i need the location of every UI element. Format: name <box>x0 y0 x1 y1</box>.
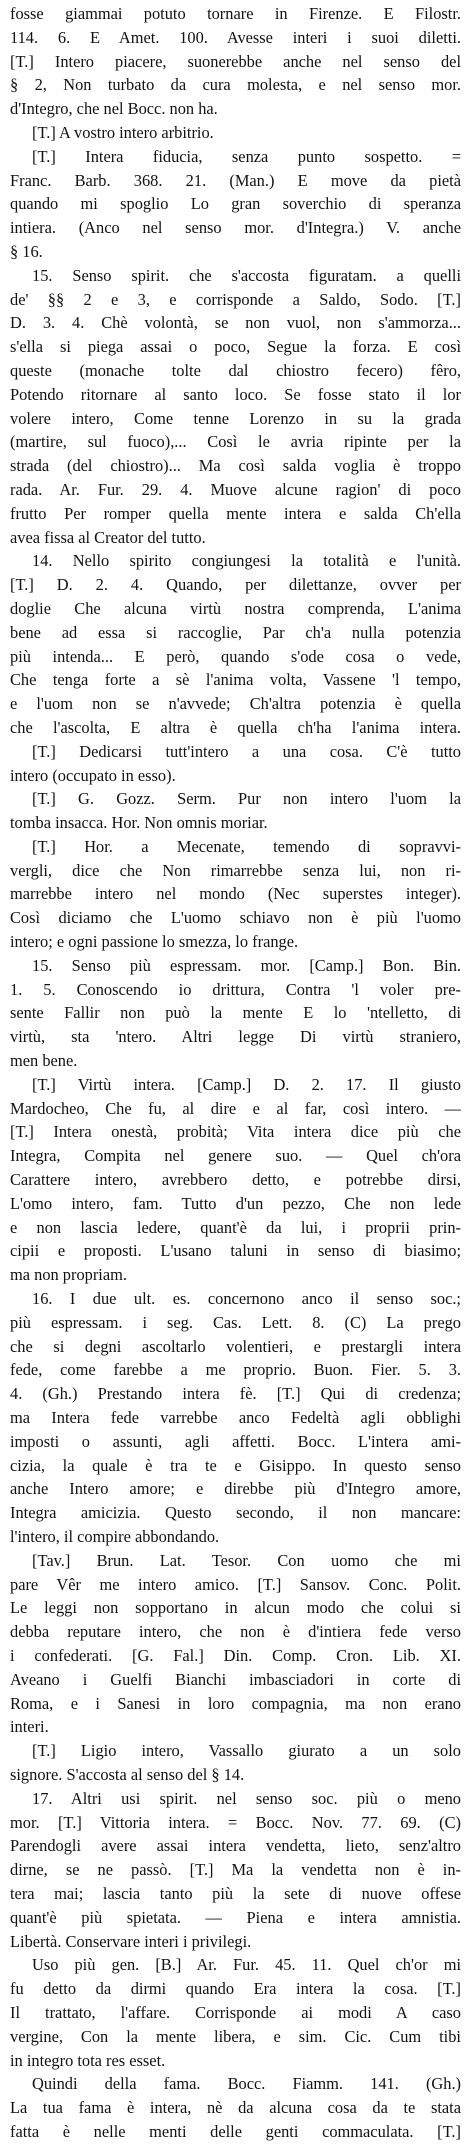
text-line: doglie Che alcuna virtù nostra comprenda, L'anima <box>10 598 461 618</box>
text-line: e l'uom non se n'avvede; Ch'altra potenzia è quella <box>10 694 461 714</box>
text-line: che l'ascolta, E altra è quella ch'ha l'anima intera. <box>10 717 461 737</box>
text-line: mor. [T.] Vittoria intera. = Bocc. Nov. 77. 69. (C) <box>10 1812 461 1832</box>
text-line: Parendogli avere assai intera vendetta, lieto, senz'altro <box>10 1836 461 1856</box>
text-line: Roma, e i Sanesi in loro compagnia, ma non erano <box>10 1693 461 1713</box>
text-line: vergine, Con la mente libera, e sim. Cic. Cum tibi <box>10 2026 461 2046</box>
text-line: e non lascia ledere, quant'è da lui, i proprii prin- <box>10 1217 461 1237</box>
text-line: 4. (Gh.) Prestando intera fè. [T.] Qui di credenza; <box>10 1384 461 1404</box>
text-line: in integro tota res esset. <box>10 2050 166 2070</box>
text-line: [T.] Hor. a Mecenate, temendo di sopravvi- <box>32 836 461 856</box>
text-line: [T.] Intero piacere, suonerebbe anche nel senso del <box>10 51 461 71</box>
text-line: interi. <box>10 1717 49 1737</box>
text-line: 1. 5. Conoscendo io drittura, Contra 'l voler pre- <box>10 979 461 999</box>
text-line: tera mai; lascia tanto più la sete di nuove offese <box>10 1883 461 1903</box>
text-line: [T.] Dedicarsi tutt'intero a una cosa. C'è tutto <box>32 741 461 761</box>
text-line: [T.] A vostro intero arbitrio. <box>32 122 214 142</box>
text-line: volere intero, Come tenne Lorenzo in su la grada <box>10 408 461 428</box>
text-line: che si degni ascoltarlo volentieri, e prestargli intera <box>10 1336 461 1356</box>
text-line: pare Vêr me intero amico. [T.] Sansov. Conc. Polit. <box>10 1574 461 1594</box>
text-line: 15. Senso più espressam. mor. [Camp.] Bon. Bin. <box>32 955 461 975</box>
text-line: più intenda... E però, quando s'ode cosa o vede, <box>10 646 461 666</box>
text-line: ma non propriam. <box>10 1265 127 1285</box>
text-line: men bene. <box>10 1051 78 1071</box>
text-line: fatta è nelle menti delle genti commaculata. [T.] <box>10 2121 461 2141</box>
text-line: signore. S'accosta al senso del § 14. <box>10 1764 245 1784</box>
text-line: d'Integro, che nel Bocc. non ha. <box>10 99 218 119</box>
text-line: Libertà. Conservare interi i privilegi. <box>10 1931 252 1951</box>
text-line: [T.] G. Gozz. Serm. Pur non intero l'uom la <box>32 789 461 809</box>
text-line: Il trattato, l'affare. Corrisponde ai modi A caso <box>10 2002 461 2022</box>
text-line: 15. Senso spirit. che s'accosta figuratam. a quelli <box>32 265 461 285</box>
text-line: frutto Per romper quella mente intera e salda Ch'ella <box>10 503 461 523</box>
text-line: D. 3. 4. Chè volontà, se non vuol, non s'ammorza... <box>10 313 461 333</box>
text-line: [T.] Virtù intera. [Camp.] D. 2. 17. Il giusto <box>32 1074 461 1094</box>
text-line: § 2, Non turbato da cura molesta, e nel senso mor. <box>10 75 461 95</box>
text-line: i confederati. [G. Fal.] Din. Comp. Cron. Lib. XI. <box>10 1645 461 1665</box>
text-line: Uso più gen. [B.] Ar. Fur. 45. 11. Quel ch'or mi <box>32 1955 461 1975</box>
text-line: imposti o assunti, agli affetti. Bocc. L'intera ami- <box>10 1431 461 1451</box>
text-line: Integra, Compita nel genere suo. — Quel ch'ora <box>10 1146 461 1166</box>
text-line: debba reputare intero, che non è d'intiera fede verso <box>10 1622 461 1642</box>
text-line: § 16. <box>10 241 43 261</box>
text-line: marrebbe intero nel mondo (Nec superstes integer). <box>10 884 461 904</box>
text-line: Potendo ritornare al santo loco. Se fosse stato il lor <box>10 384 461 404</box>
text-line: Mardocheo, Che fu, al dire e al far, così intero. — <box>10 1098 461 1118</box>
text-line: ma Intera fede varrebbe anco Fedeltà agli obblighi <box>10 1408 461 1428</box>
text-line: fede, come farebbe a me proprio. Buon. Fier. 5. 3. <box>10 1360 461 1380</box>
text-line: fu detto da dirmi quando Era intera la cosa. [T.] <box>10 1979 461 1999</box>
text-line: [T.] Ligio intero, Vassallo giurato a un solo <box>32 1741 461 1761</box>
text-line: quant'è più spietata. — Piena e intera amnistia. <box>10 1907 461 1927</box>
text-line: La tua fama è intera, nè da alcuna cosa da te stata <box>10 2098 461 2118</box>
text-line: quando mi spoglio Lo gran soverchio di speranza <box>10 194 461 214</box>
text-line: più espressam. i seg. Cas. Lett. 8. (C) La prego <box>10 1312 461 1332</box>
text-line: avea fissa al Creator del tutto. <box>10 527 206 547</box>
text-line: Integra amicizia. Questo secondo, il non mancare: <box>10 1503 461 1523</box>
text-line: [Tav.] Brun. Lat. Tesor. Con uomo che mi <box>32 1550 461 1570</box>
text-line: Così diciamo che L'uomo schiavo non è più l'uomo <box>10 908 461 928</box>
text-line: strada (del chiostro)... Ma così salda voglia è troppo <box>10 456 461 476</box>
text-line: tomba insacca. Hor. Non omnis moriar. <box>10 813 268 833</box>
text-line: anche Intero amore; e direbbe più d'Integro amore, <box>10 1479 461 1499</box>
text-line: Quindi della fama. Bocc. Fiamm. 141. (Gh.) <box>32 2074 461 2094</box>
text-line: cipii e proposti. L'usano taluni in senso di biasimo; <box>10 1241 461 1261</box>
text-line: [T.] Intera onestà, probità; Vita intera dice più che <box>10 1122 461 1142</box>
text-line: rada. Ar. Fur. 29. 4. Muove alcune ragion' di poco <box>10 479 461 499</box>
text-line: fosse giammai potuto tornare in Firenze. E Filostr. <box>10 4 461 23</box>
text-line: L'omo intero, fam. Tutto d'un pezzo, Che non lede <box>10 1193 461 1213</box>
text-line: Le leggi non sopportano in alcun modo che colui si <box>10 1598 461 1618</box>
text-line: dirne, se ne passò. [T.] Ma la vendetta non è in- <box>10 1860 461 1880</box>
text-line: [T.] D. 2. 4. Quando, per dilettanze, ovver per <box>10 575 461 595</box>
text-line: intero (occupato in esso). <box>10 765 176 785</box>
text-line: sente Fallir non può la mente E lo 'ntelletto, di <box>10 1003 461 1023</box>
text-line: l'intero, il compire abbondando. <box>10 1527 220 1546</box>
text-line: 17. Altri usi spirit. nel senso soc. più o meno <box>32 1788 461 1808</box>
text-line: Franc. Barb. 368. 21. (Man.) E move da pietà <box>10 170 461 190</box>
text-line: 14. Nello spirito congiungesi la totalità e l'unità. <box>32 551 461 571</box>
text-line: intero; e ogni passione lo smezza, lo frange. <box>10 932 299 952</box>
text-line: cizia, la quale è tra te e Gisippo. In questo senso <box>10 1455 461 1475</box>
text-line: Che tenga forte a sè l'anima volta, Vassene 'l tempo, <box>10 670 461 690</box>
text-line: queste (monache tolte dal chiostro fecero) fêro, <box>10 360 461 380</box>
text-line: bene ad essa si raccoglie, Par ch'a nulla potenzia <box>10 622 461 642</box>
text-line: 114. 6. E Amet. 100. Avesse interi i suoi diletti. <box>10 27 461 47</box>
text-line: [T.] Intera fiducia, senza punto sospetto. = <box>32 146 461 166</box>
text-line: Aveano i Guelfi Bianchi imbasciadori in corte di <box>10 1669 461 1689</box>
text-line: (martire, sul fuoco),... Così le avria ripinte per la <box>10 432 461 452</box>
text-line: Carattere intero, avrebbero detto, e potrebbe dirsi, <box>10 1170 461 1190</box>
text-line: 16. I due ult. es. concernono anco il senso soc.; <box>32 1289 461 1309</box>
text-line: vergli, dice che Non rimarrebbe senza lui, non ri- <box>10 860 461 880</box>
text-line: s'ella si piega assai o poco, Segue la forza. E così <box>10 337 461 357</box>
text-line: virtù, sta 'ntero. Altri legge Di virtù straniero, <box>10 1027 461 1047</box>
text-line: de' §§ 2 e 3, e corrisponde a Saldo, Sodo. [T.] <box>10 289 461 309</box>
text-line: intiera. (Anco nel senso mor. d'Integra.) V. anche <box>10 218 461 238</box>
